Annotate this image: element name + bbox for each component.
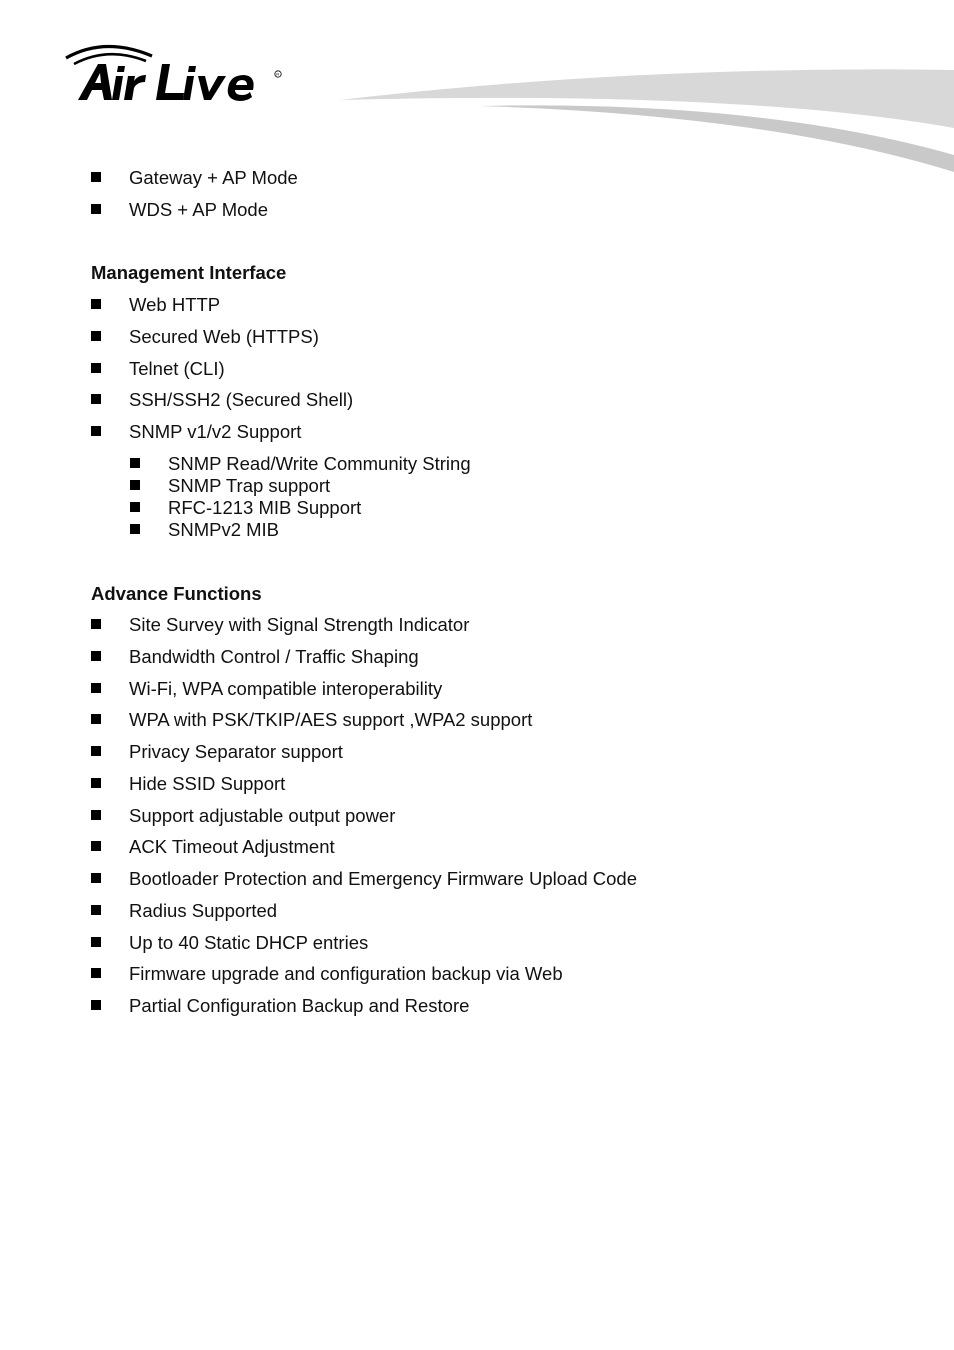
list-item-text: Telnet (CLI) [129, 358, 225, 379]
list-item [91, 932, 368, 954]
square-bullet-icon [91, 714, 101, 724]
list-item [91, 900, 277, 922]
list-item-text: Bootloader Protection and Emergency Firmware Upload Code [129, 868, 637, 889]
logo-arc-inner [74, 54, 146, 64]
list-item-text: Bandwidth Control / Traffic Shaping [129, 646, 419, 667]
list-item [91, 358, 225, 380]
logo-letter-a [78, 64, 112, 100]
list-item-text: Site Survey with Signal Strength Indicator [129, 614, 470, 635]
square-bullet-icon [91, 968, 101, 978]
sub-list-item-text: RFC-1213 MIB Support [168, 497, 362, 518]
sub-list-item-text: SNMPv2 MIB [168, 519, 280, 540]
list-item-text: Up to 40 Static DHCP entries [129, 932, 369, 953]
square-bullet-icon [130, 458, 140, 468]
sub-list-item [130, 497, 361, 519]
list-item [91, 773, 285, 795]
sub-list-item [130, 519, 279, 541]
list-item [91, 805, 395, 827]
square-bullet-icon [91, 331, 101, 341]
logo-letter-l [156, 64, 184, 100]
list-item-text: SSH/SSH2 (Secured Shell) [129, 389, 354, 410]
logo-letter-v [198, 76, 226, 100]
page-header [0, 0, 954, 180]
square-bullet-icon [91, 683, 101, 693]
square-bullet-icon [91, 810, 101, 820]
square-bullet-icon [91, 651, 101, 661]
list-item [91, 963, 563, 985]
square-bullet-icon [91, 905, 101, 915]
list-item [91, 709, 532, 731]
list-item-text: Radius Supported [129, 900, 278, 921]
section-heading-management: Management Interface [91, 262, 287, 283]
square-bullet-icon [91, 746, 101, 756]
square-bullet-icon [91, 426, 101, 436]
list-item-text: Web HTTP [129, 294, 221, 315]
list-item-text: ACK Timeout Adjustment [129, 836, 335, 857]
list-item-text: WPA with PSK/TKIP/AES support ,WPA2 support [129, 709, 533, 730]
logo-arc-outer [66, 46, 152, 58]
list-item-text: WDS + AP Mode [129, 199, 268, 220]
list-item [91, 741, 343, 763]
section-heading-advance: Advance Functions [91, 583, 262, 604]
list-item-text: Wi-Fi, WPA compatible interoperability [129, 678, 443, 699]
list-item [91, 294, 220, 316]
square-bullet-icon [130, 502, 140, 512]
square-bullet-icon [91, 299, 101, 309]
logo-letter-e [228, 75, 254, 101]
square-bullet-icon [91, 363, 101, 373]
list-item-text: Support adjustable output power [129, 805, 396, 826]
sub-list-item-text: SNMP Trap support [168, 475, 331, 496]
logo-letter-r [124, 75, 146, 100]
logo-letter-i2 [183, 66, 196, 100]
list-item-text: Partial Configuration Backup and Restore [129, 995, 470, 1016]
list-item-text: Gateway + AP Mode [129, 167, 298, 188]
registered-mark-letter: R [276, 71, 280, 77]
square-bullet-icon [130, 524, 140, 534]
square-bullet-icon [91, 778, 101, 788]
list-item [91, 836, 335, 858]
list-item [91, 421, 301, 443]
sub-list-item [130, 453, 471, 475]
sub-list-item-text: SNMP Read/Write Community String [168, 453, 471, 474]
airlive-logo [60, 40, 290, 110]
list-item [91, 614, 469, 636]
list-item [91, 678, 442, 700]
list-item [91, 868, 637, 890]
square-bullet-icon [91, 873, 101, 883]
square-bullet-icon [91, 1000, 101, 1010]
list-item [91, 389, 353, 411]
square-bullet-icon [91, 172, 101, 182]
list-item [91, 326, 319, 348]
list-item [91, 167, 298, 189]
square-bullet-icon [91, 937, 101, 947]
list-item [91, 199, 268, 221]
list-item [91, 995, 469, 1017]
logo-letter-i [112, 66, 125, 100]
square-bullet-icon [91, 394, 101, 404]
square-bullet-icon [91, 841, 101, 851]
list-item [91, 646, 419, 668]
list-item-text: Hide SSID Support [129, 773, 286, 794]
list-item-text: SNMP v1/v2 Support [129, 421, 302, 442]
square-bullet-icon [130, 480, 140, 490]
square-bullet-icon [91, 619, 101, 629]
list-item-text: Privacy Separator support [129, 741, 343, 762]
swoosh-band-upper [340, 69, 954, 128]
list-item-text: Secured Web (HTTPS) [129, 326, 319, 347]
sub-list-item [130, 475, 330, 497]
header-swoosh-icon [340, 60, 954, 180]
square-bullet-icon [91, 204, 101, 214]
list-item-text: Firmware upgrade and configuration backup via Web [129, 963, 563, 984]
